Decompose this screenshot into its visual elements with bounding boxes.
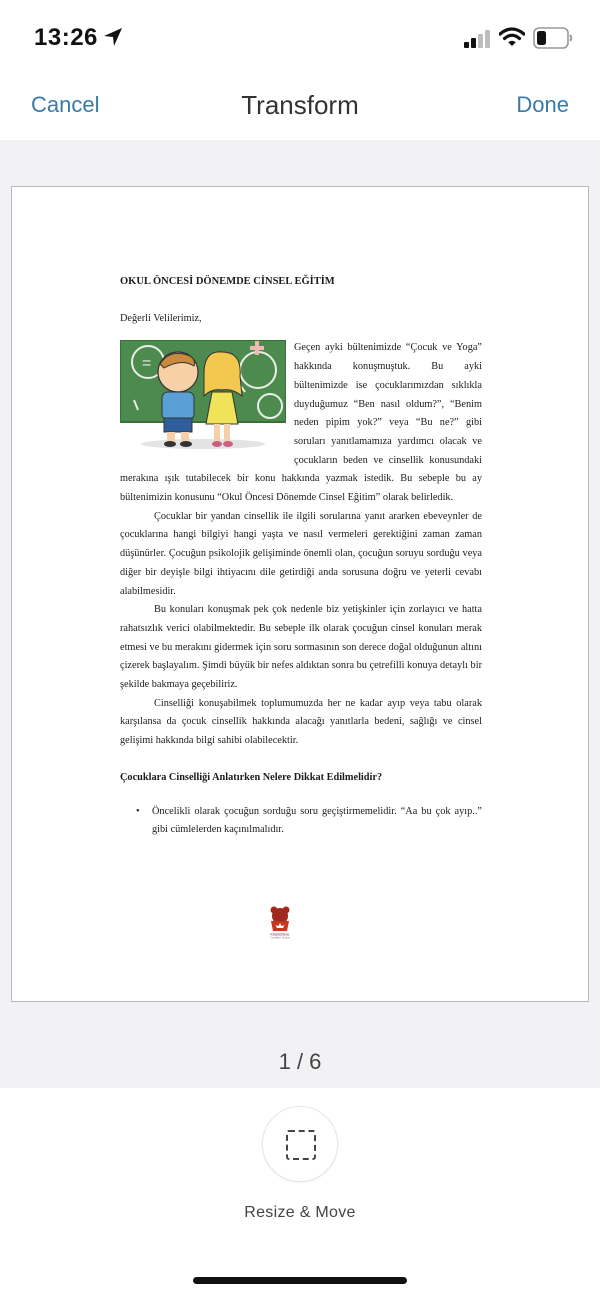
done-button[interactable]: Done	[516, 92, 569, 117]
svg-text:Canadian School: Canadian School	[270, 936, 290, 939]
document-page[interactable]	[11, 186, 589, 1002]
cancel-button[interactable]: Cancel	[31, 92, 100, 117]
page-counter: 1 / 6	[278, 1049, 322, 1074]
location-arrow-icon	[103, 27, 123, 47]
nav-bar	[0, 76, 600, 140]
battery-icon	[533, 27, 573, 49]
paragraph-with-figure	[120, 339, 482, 507]
wifi-icon	[499, 27, 525, 47]
paragraph-3: Bu konuları konuşmak pek çok nedenle biz yetişkinler için zorlayıcı ve hatta rahatsızlık verici olabilmektedir. Bu sebeple ilk olarak çocuğun cinsel konuları merak etmesi ve bu merakını gidermek için soru sormasının son derece doğal olduğunun altını çizerek başlayalım. Şimdi büyük bir nefes aldıktan sonra bu çetrefilli konuya detaylı bir şekilde bakmaya geçebiliriz.	[120, 604, 482, 691]
maple-bear-logo	[265, 905, 295, 939]
paragraph-1: Geçen ayki bültenimizde “Çocuk ve Yoga” hakkında konuşmuştuk. Bu ayki bültenimizde ise çocuklarımızdan sıklıkla duyduğumuz “Ben nasıl oldum?”, “Benim neden pipim yok?” veya “Bu ne?” gibi soruları yanıtlamamıza yardımcı olacak ve çocukların beden ve cinsellik konusundaki merakına ışık tutabilecek bir konu hakkında yazmak istedik. Bu sebeple bu ay bültenimizin konusunu “Okul Öncesi Dönemde Cinsel Eğitim” olarak belirledik.	[120, 342, 482, 504]
paragraph-2: Çocuklar bir yandan cinsellik ile ilgili sorularına yanıt ararken ebeveynler de çocuklarına hangi bilgiyi hangi yaşta ve nasıl vermeleri gerektiğini zaman zaman düşünürler. Çocuğun psikolojik gelişiminde önemli olan, çocuğun soruyu sorduğu veya diğer bir deyişle bilgi ihtiyacını dile getirdiği anda sorusuna doğru ve yeterli cevabı alabilmesidir.	[120, 510, 482, 597]
document-subtitle: Çocuklara Cinselliği Anlatırken Nelere Dikkat Edilmelidir?	[120, 771, 383, 783]
status-time: 13:26	[34, 24, 98, 51]
children-illustration	[120, 340, 286, 450]
page-title: Transform	[241, 90, 359, 120]
list-item-text: Öncelikli olarak çocuğun sorduğu soru geçiştirmemelidir. “Aa bu çok ayıp..” gibi cümlelerden kaçınılmalıdır.	[152, 805, 482, 836]
resize-move-icon	[286, 1130, 316, 1160]
list-item	[120, 803, 482, 840]
svg-text:MapleBear: MapleBear	[270, 931, 290, 937]
document-greeting: Değerli Velilerimiz,	[120, 312, 202, 324]
resize-move-button[interactable]	[262, 1106, 338, 1182]
document-title: OKUL ÖNCESİ DÖNEMDE CİNSEL EĞİTİM	[120, 276, 335, 287]
resize-move-label: Resize & Move	[244, 1204, 356, 1221]
svg-text:=: =	[142, 355, 152, 373]
bullet-icon: •	[136, 805, 140, 817]
home-indicator[interactable]	[193, 1277, 407, 1284]
tool-panel	[0, 1088, 600, 1297]
document-content	[120, 273, 482, 840]
status-bar	[0, 0, 600, 76]
paragraph-4: Cinselliği konuşabilmek toplumumuzda her ne kadar ayıp veya tabu olarak karşılansa da çocuk cinsellik hakkında alacağı yanıtlarla bedeni, sağlığı ve cinsel gelişimi hakkında bilgi sahibi olabilecektir.	[120, 697, 482, 747]
cellular-signal-icon	[464, 30, 492, 48]
